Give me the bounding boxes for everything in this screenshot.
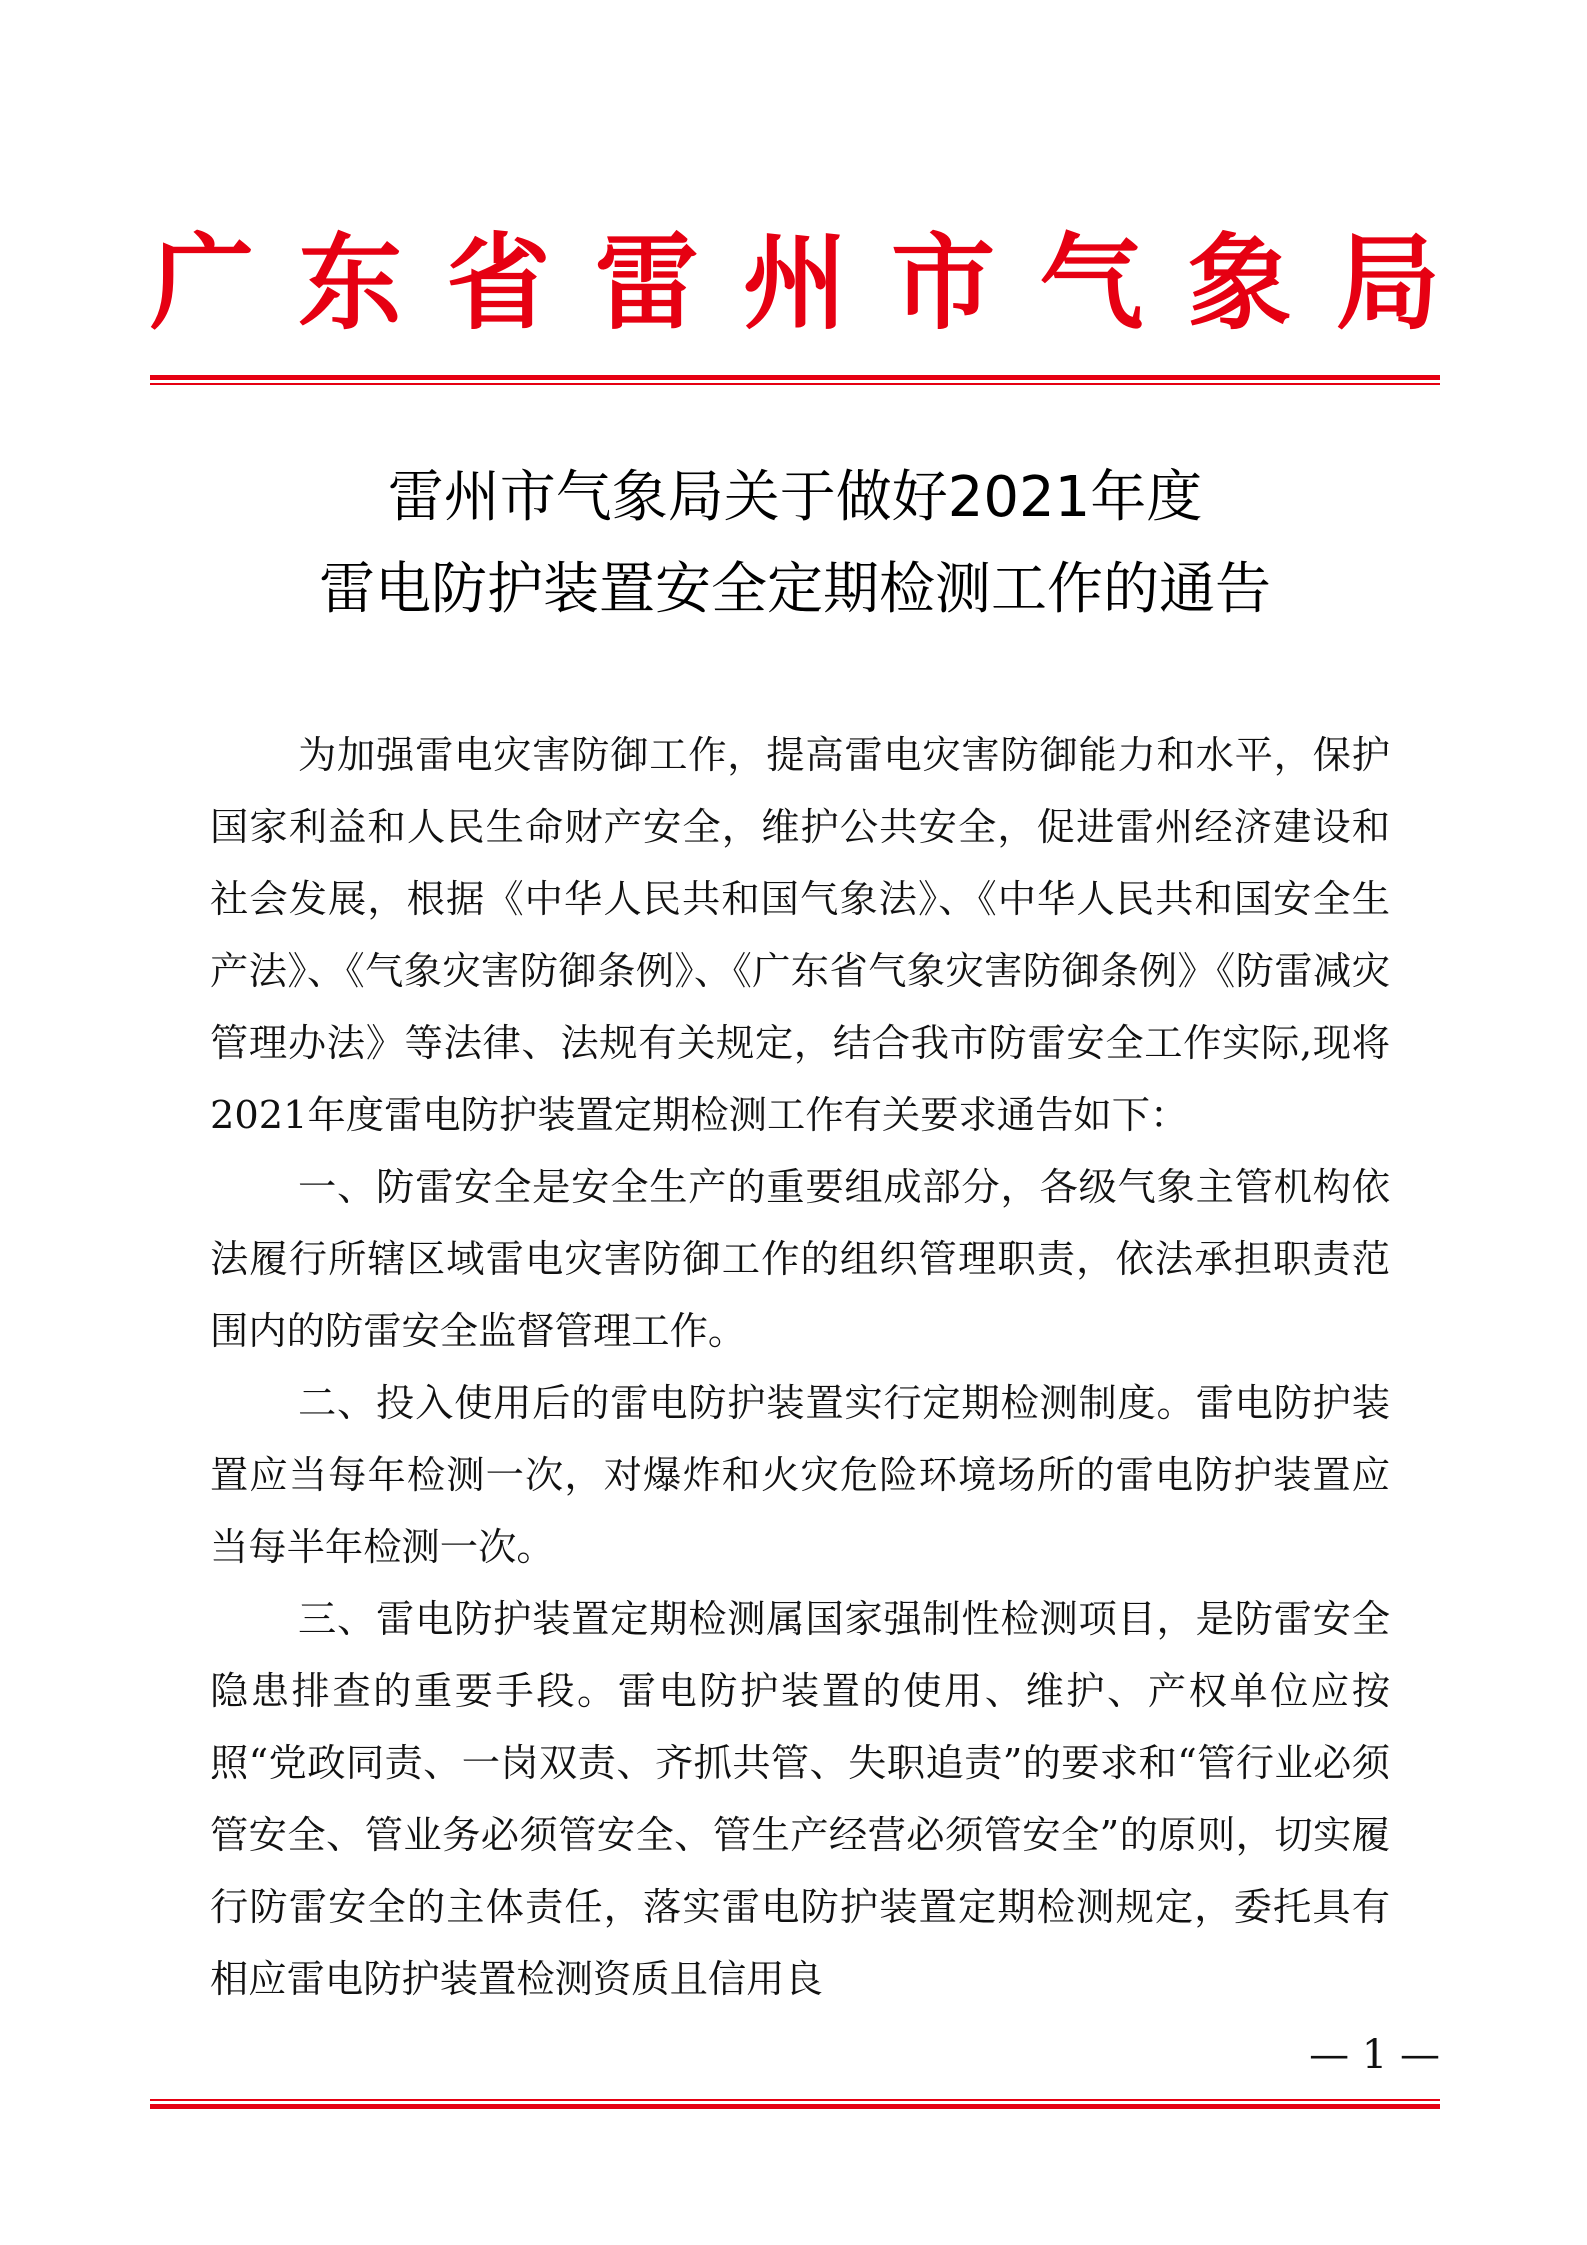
document-title-line-1: 雷州市气象局关于做好2021年度	[387, 465, 1203, 530]
header-char: 雷	[594, 222, 699, 344]
header-red-rule-thin	[150, 383, 1440, 385]
header-char: 气	[1039, 222, 1144, 344]
header-red-rule-thick	[150, 375, 1440, 380]
header-char: 广	[150, 222, 255, 344]
header-char: 市	[891, 222, 996, 344]
footer-red-rule-thick	[150, 2104, 1440, 2109]
footer-red-rule-thin	[150, 2099, 1440, 2101]
issuing-organization-header	[150, 218, 1440, 348]
header-char: 东	[298, 222, 403, 344]
header-char: 省	[446, 222, 551, 344]
notice-body	[210, 720, 1390, 2016]
body-paragraph-intro: 为加强雷电灾害防御工作，提高雷电灾害防御能力和水平，保护国家利益和人民生命财产安全，维护公共安全，促进雷州经济建设和社会发展，根据《中华人民共和国气象法》、《中华人民共和国安全生产法》、《气象灾害防御条例》、《广东省气象灾害防御条例》《防雷减灾管理办法》等法律、法规有关规定，结合我市防雷安全工作实际,现将2021年度雷电防护装置定期检测工作有关要求通告如下：	[210, 733, 1390, 1138]
document-title-line-2: 雷电防护装置安全定期检测工作的通告	[319, 557, 1271, 622]
body-paragraph-item-1: 一、防雷安全是安全生产的重要组成部分，各级气象主管机构依法履行所辖区域雷电灾害防御工作的组织管理职责，依法承担职责范围内的防雷安全监督管理工作。	[210, 1165, 1390, 1354]
header-char: 局	[1335, 222, 1440, 344]
header-char: 象	[1187, 222, 1292, 344]
body-paragraph-item-3: 三、雷电防护装置定期检测属国家强制性检测项目，是防雷安全隐患排查的重要手段。雷电防护装置的使用、维护、产权单位应按照“党政同责、一岗双责、齐抓共管、失职追责”的要求和“管行业必须管安全、管业务必须管安全、管生产经营必须管安全”的原则，切实履行防雷安全的主体责任，落实雷电防护装置定期检测规定，委托具有相应雷电防护装置检测资质且信用良	[210, 1597, 1390, 2002]
header-char: 州	[742, 222, 847, 344]
body-paragraph-item-2: 二、投入使用后的雷电防护装置实行定期检测制度。雷电防护装置应当每年检测一次，对爆炸和火灾危险环境场所的雷电防护装置应当每半年检测一次。	[210, 1381, 1390, 1570]
page-number: — 1 —	[1309, 2032, 1440, 2078]
